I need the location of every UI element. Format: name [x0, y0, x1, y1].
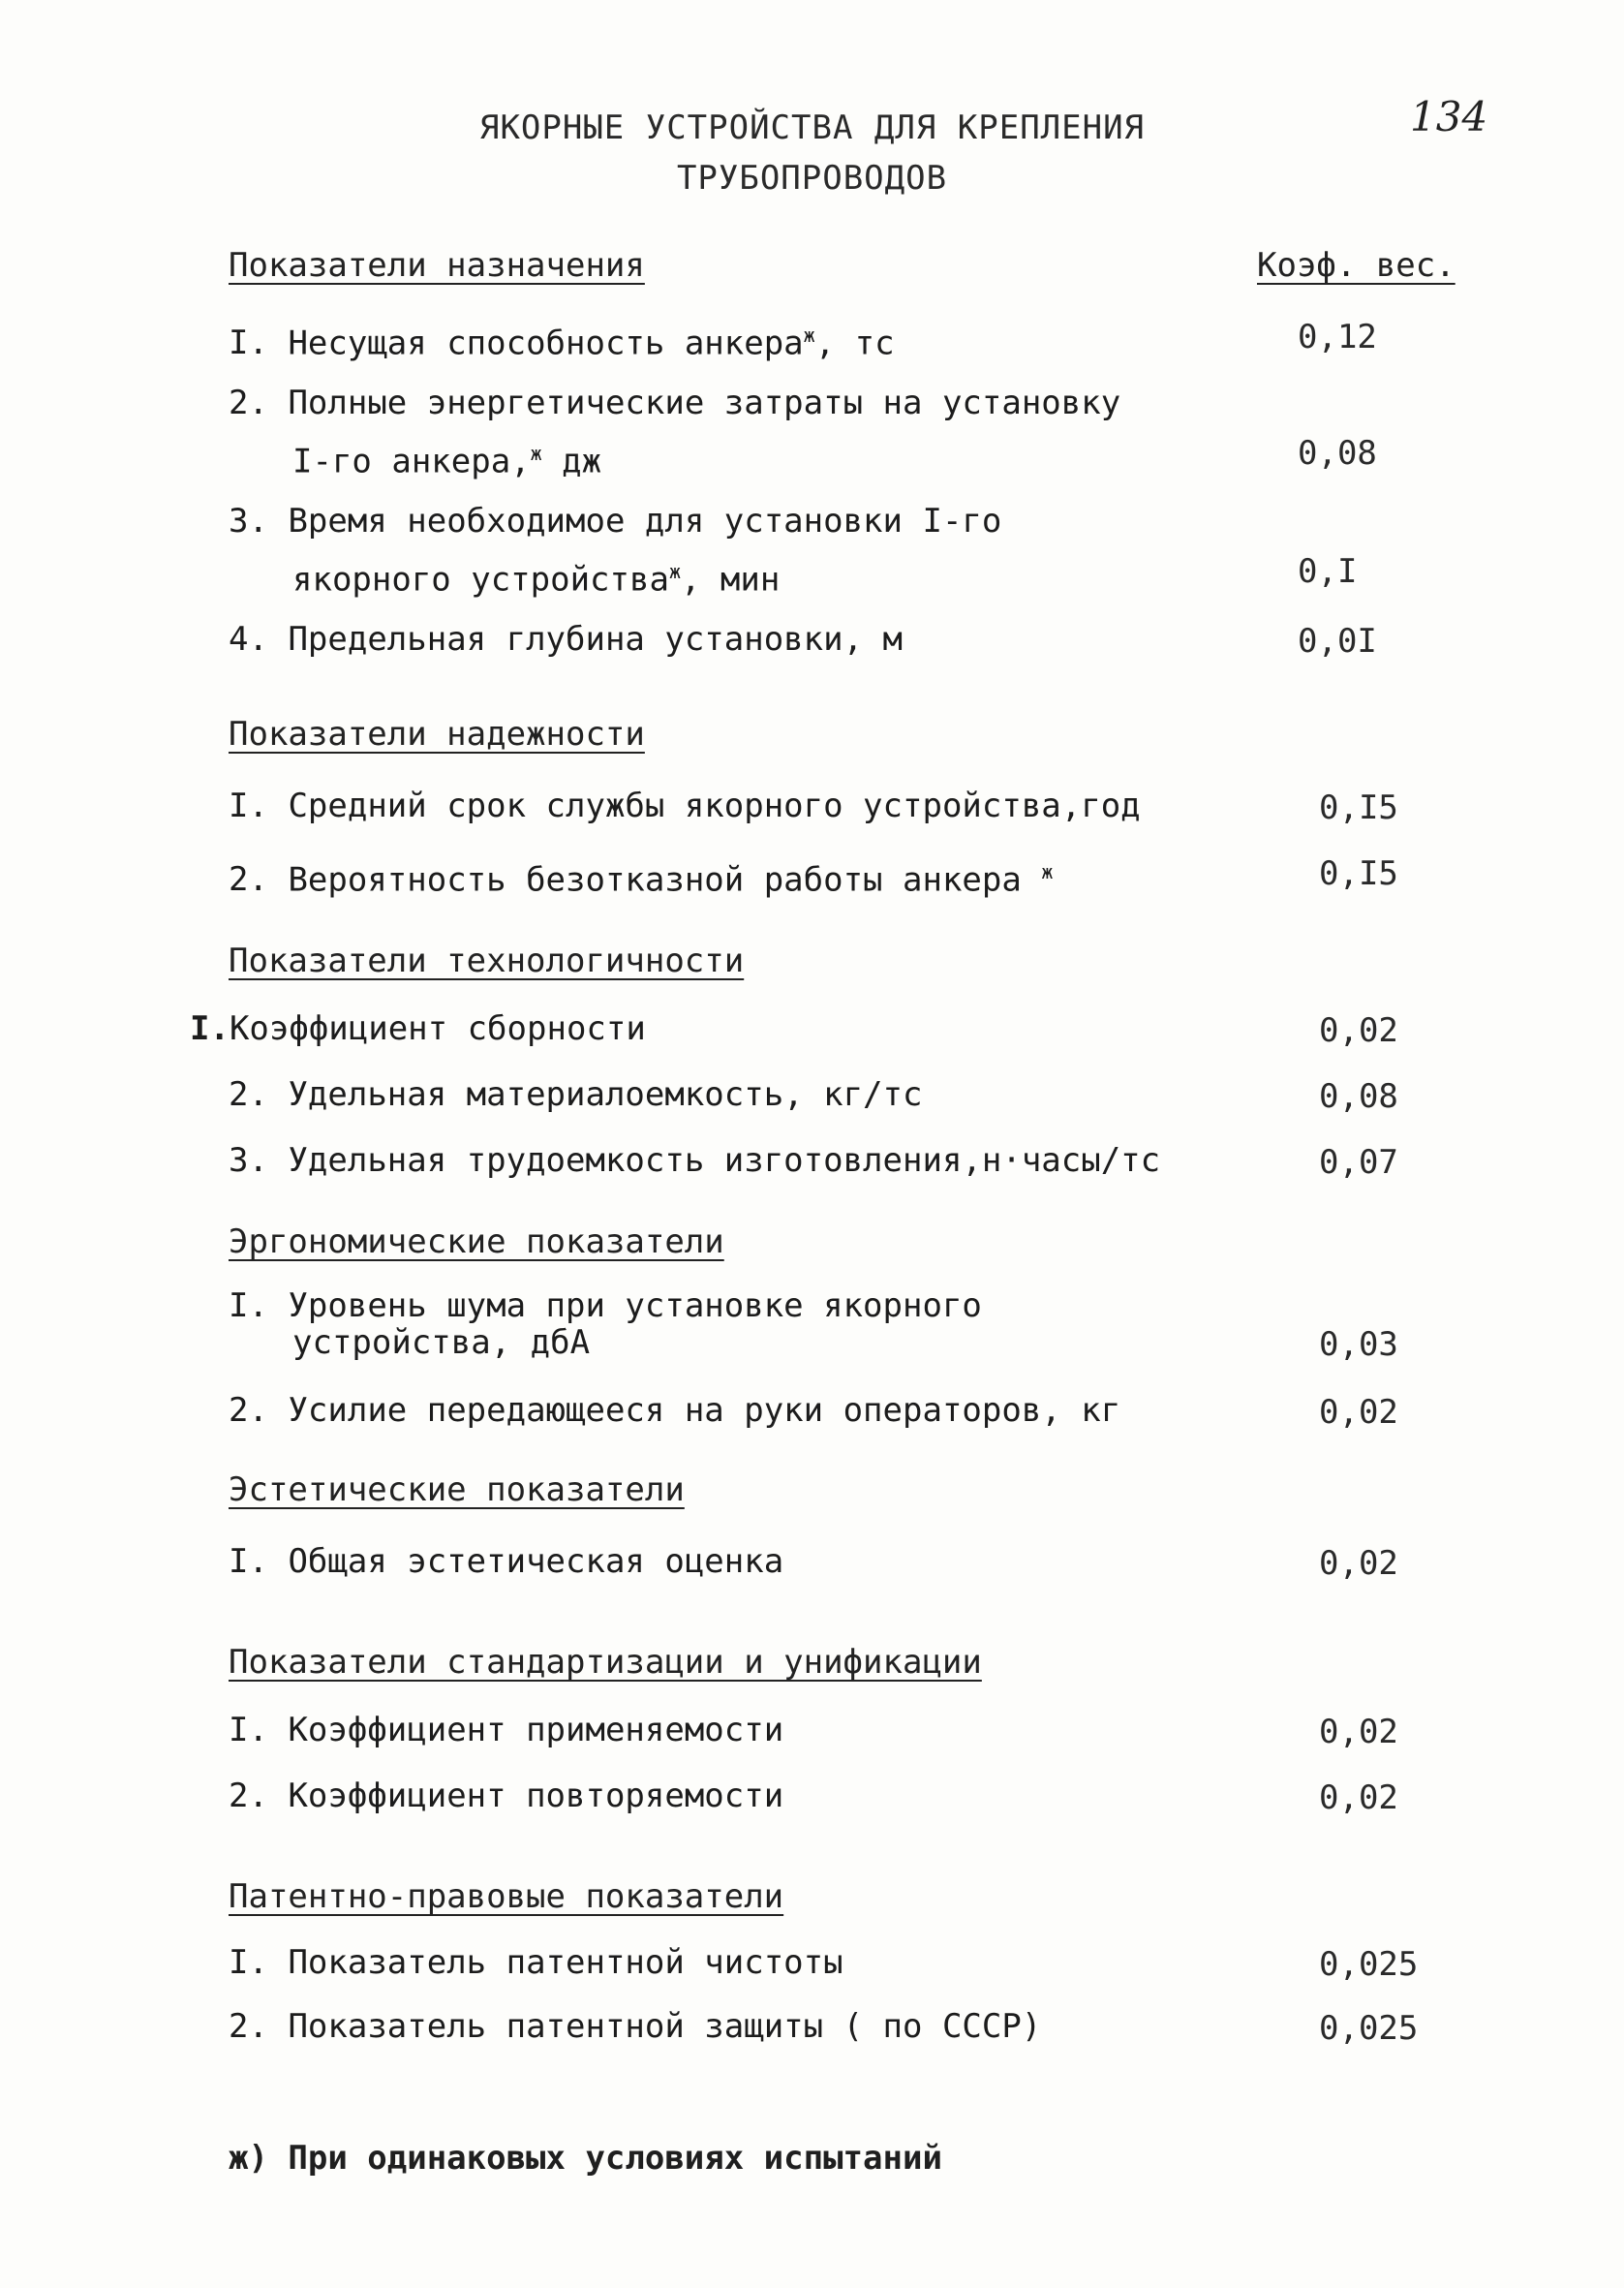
list-item — [229, 2001, 1041, 2052]
coef-value: 0,08 — [1298, 434, 1377, 473]
item-number: I. — [229, 1286, 268, 1325]
section-heading-reliability: Показатели надежности — [229, 715, 645, 754]
list-item-continuation — [292, 1317, 590, 1368]
item-number: 3. — [229, 502, 268, 541]
coef-value: 0,03 — [1319, 1325, 1398, 1364]
coef-column-header: Коэф. вес. — [1257, 246, 1455, 285]
list-item — [229, 1069, 922, 1120]
list-item — [190, 1004, 646, 1054]
section-heading-technology: Показатели технологичности — [229, 942, 745, 980]
section-heading-purpose: Показатели назначения — [229, 246, 645, 285]
coef-value: 0,025 — [1319, 1945, 1419, 1984]
list-item — [229, 1771, 783, 1821]
item-number: 2. — [229, 1777, 268, 1815]
item-text: Полные энергетические затраты на установку — [288, 384, 1121, 422]
list-item — [229, 847, 1053, 905]
item-text: Усилие передающееся на руки операторов, кг — [288, 1391, 1121, 1430]
item-text: Коэффициент повторяемости — [288, 1777, 784, 1815]
footnote-mark: ж — [668, 560, 681, 583]
item-number: I. — [229, 324, 268, 363]
coef-value: 0,I5 — [1319, 788, 1398, 827]
footnote-mark: ж — [530, 442, 542, 465]
coef-value: 0,02 — [1319, 1544, 1398, 1583]
list-item — [229, 496, 1001, 546]
list-item — [229, 310, 895, 368]
section-heading-standardization: Показатели стандартизации и унификации — [229, 1643, 982, 1682]
list-item-continuation — [292, 546, 780, 604]
section-heading-aesthetics: Эстетические показатели — [229, 1470, 685, 1509]
item-number: I. — [229, 1542, 268, 1581]
section-heading-ergonomics: Эргономические показатели — [229, 1222, 724, 1261]
item-number: 2. — [229, 1075, 268, 1114]
list-item — [229, 614, 903, 665]
item-text: Вероятность безотказной работы анкера — [288, 860, 1022, 900]
item-number: I. — [229, 1943, 268, 1982]
list-item — [229, 1536, 783, 1587]
coef-value: 0,I — [1298, 552, 1358, 591]
item-text: Коэффициент сборности — [229, 1009, 646, 1048]
item-text: Коэффициент применяемости — [288, 1711, 784, 1749]
page-number: 134 — [1410, 93, 1488, 140]
coef-value: 0,12 — [1298, 318, 1377, 356]
coef-value: 0,025 — [1319, 2009, 1419, 2048]
coef-value: 0,02 — [1319, 1713, 1398, 1751]
coef-value: 0,0I — [1298, 622, 1377, 661]
coef-value: 0,02 — [1319, 1778, 1398, 1817]
title-line-2: ТРУБОПРОВОДОВ — [676, 159, 948, 198]
item-number: 3. — [229, 1141, 268, 1180]
item-number: I. — [190, 1009, 230, 1048]
item-number: 2. — [229, 384, 268, 422]
item-text: Удельная трудоемкость изготовления,н·часы/тс — [288, 1141, 1161, 1180]
footnote-mark: ж — [803, 324, 815, 347]
item-text: Средний срок службы якорного устройства,год — [288, 787, 1141, 825]
title-line-1: ЯКОРНЫЕ УСТРОЙСТВА ДЛЯ КРЕПЛЕНИЯ — [478, 108, 1146, 147]
footnote: ж) При одинаковых условиях испытаний — [229, 2139, 942, 2178]
item-text: Уровень шума при установке якорного — [288, 1286, 982, 1325]
item-text: устройства, дбА — [292, 1323, 591, 1362]
item-text: Несущая способность анкера — [288, 324, 804, 363]
item-number: 2. — [229, 2007, 268, 2046]
item-number: 4. — [229, 620, 268, 659]
item-text: Время необходимое для установки I-го — [288, 502, 1002, 541]
section-heading-patent: Патентно-правовые показатели — [229, 1877, 784, 1916]
list-item — [229, 1385, 1120, 1436]
coef-value: 0,02 — [1319, 1393, 1398, 1432]
item-text: I-го анкера, — [292, 442, 531, 481]
item-text: Общая эстетическая оценка — [288, 1542, 784, 1581]
list-item — [229, 1705, 783, 1755]
item-number: I. — [229, 787, 268, 825]
item-unit: , тс — [814, 324, 895, 363]
list-item — [229, 1937, 843, 1988]
item-text: Удельная материалоемкость, кг/тс — [288, 1075, 923, 1114]
item-text: Показатель патентной чистоты — [288, 1943, 843, 1982]
list-item — [229, 1135, 1160, 1186]
item-number: 2. — [229, 1391, 268, 1430]
coef-value: 0,08 — [1319, 1077, 1398, 1116]
item-text: якорного устройства — [292, 560, 669, 600]
item-number: 2. — [229, 860, 268, 900]
item-unit: , мин — [680, 560, 781, 600]
list-item-continuation — [292, 428, 601, 486]
item-number: I. — [229, 1711, 268, 1749]
item-unit: дж — [541, 442, 602, 481]
footnote-mark: ж — [1041, 860, 1054, 883]
coef-value: 0,02 — [1319, 1011, 1398, 1050]
list-item — [229, 781, 1141, 831]
list-item — [229, 378, 1120, 428]
item-text: Показатель патентной защиты ( по СССР) — [288, 2007, 1042, 2046]
item-text: Предельная глубина установки, м — [288, 620, 903, 659]
coef-value: 0,I5 — [1319, 854, 1398, 893]
coef-value: 0,07 — [1319, 1143, 1398, 1182]
